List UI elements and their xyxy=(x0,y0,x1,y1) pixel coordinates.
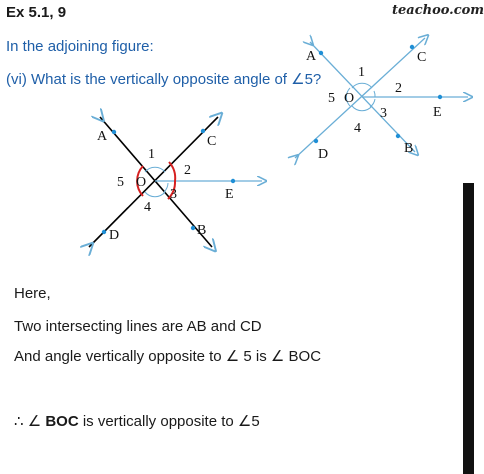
main-figure xyxy=(89,117,262,247)
svg-text:4: 4 xyxy=(144,200,151,215)
svg-text:5: 5 xyxy=(328,91,335,106)
question-intro: In the adjoining figure: xyxy=(6,38,154,55)
svg-text:5: 5 xyxy=(117,175,124,190)
svg-text:3: 3 xyxy=(170,187,177,202)
svg-text:O: O xyxy=(344,91,355,106)
svg-text:C: C xyxy=(417,50,427,65)
exercise-title: Ex 5.1, 9 xyxy=(6,4,67,21)
svg-text:A: A xyxy=(306,49,317,64)
solution-conclusion xyxy=(14,412,260,430)
svg-text:B: B xyxy=(404,141,414,156)
solution-line-2: And angle vertically opposite to ∠ 5 is ∠ BOC xyxy=(14,348,322,365)
solution-here: Here, xyxy=(14,285,51,302)
teachoo-logo: teachoo.com xyxy=(392,3,484,18)
svg-text:D: D xyxy=(318,147,329,162)
conclusion-prefix: ∴ ∠ xyxy=(14,413,46,430)
svg-text:D: D xyxy=(109,228,120,243)
side-scroll-bar xyxy=(463,183,474,474)
svg-text:4: 4 xyxy=(354,121,361,136)
small-figure xyxy=(295,38,468,162)
conclusion-suffix: is vertically opposite to ∠5 xyxy=(78,413,260,430)
svg-text:1: 1 xyxy=(358,65,365,80)
svg-text:E: E xyxy=(225,187,234,202)
question-part-vi: (vi) What is the vertically opposite angle of ∠5? xyxy=(6,71,322,88)
solution-line-1: Two intersecting lines are AB and CD xyxy=(14,318,262,335)
svg-text:B: B xyxy=(197,223,207,238)
svg-text:1: 1 xyxy=(148,147,155,162)
svg-text:A: A xyxy=(97,129,108,144)
svg-text:O: O xyxy=(136,175,147,190)
svg-text:2: 2 xyxy=(395,81,402,96)
conclusion-answer: BOC xyxy=(45,413,79,430)
svg-text:3: 3 xyxy=(380,106,387,121)
svg-text:E: E xyxy=(433,105,442,120)
svg-text:C: C xyxy=(207,134,217,149)
svg-text:2: 2 xyxy=(184,163,191,178)
